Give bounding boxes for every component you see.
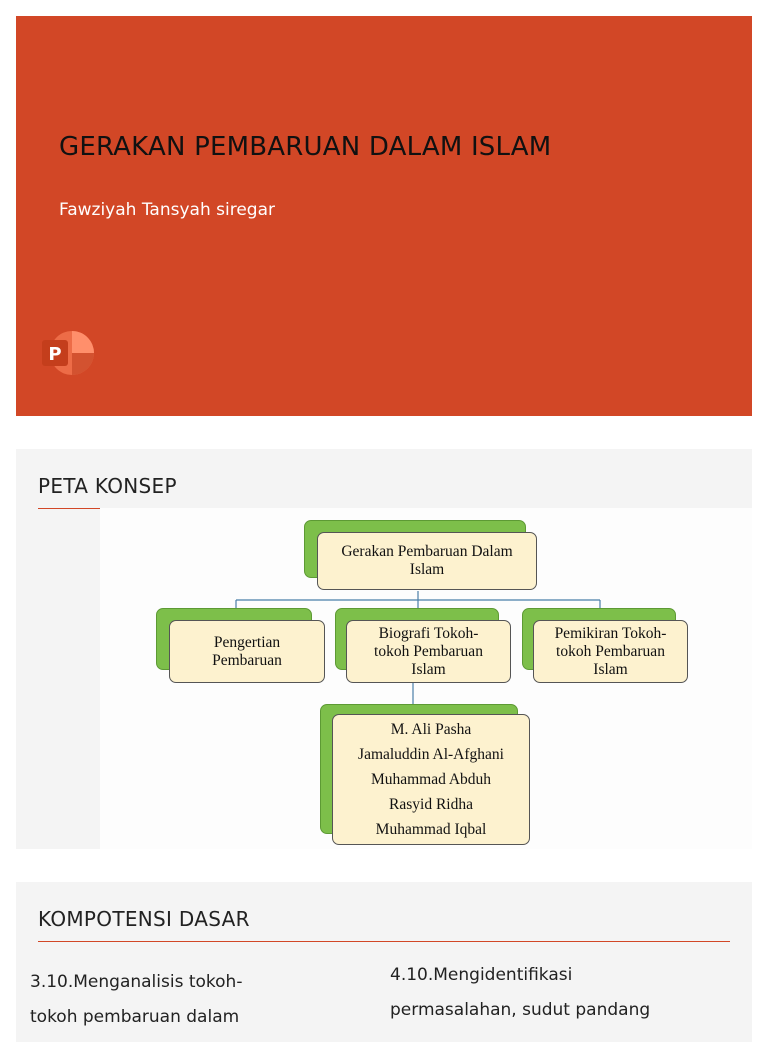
competence-text-line: 3.10.Menganalisis tokoh- [30, 972, 243, 992]
figure-name: Jamaluddin Al-Afghani [358, 746, 504, 763]
figure-name: Muhammad Abduh [370, 771, 492, 788]
node-root-line: Gerakan Pembaruan Dalam [341, 543, 513, 560]
competence-text-line: permasalahan, sudut pandang [390, 1000, 651, 1020]
node-root-line: Islam [409, 561, 445, 578]
node-root [304, 520, 540, 592]
node-figures [320, 704, 532, 848]
node-line: Islam [411, 660, 446, 678]
competence-right-column [390, 958, 720, 1028]
powerpoint-icon-letter: P [48, 344, 62, 365]
node-line: tokoh Pembaruan [556, 642, 665, 660]
competence-text-line: 4.10.Mengidentifikasi [390, 965, 573, 985]
figure-name: M. Ali Pasha [390, 721, 472, 738]
concept-map-diagram [100, 508, 752, 849]
slide-heading: KOMPOTENSI DASAR [38, 907, 250, 931]
figure-name: Muhammad Iqbal [375, 821, 487, 838]
heading-underline [38, 508, 100, 509]
figure-name: Rasyid Ridha [389, 796, 473, 813]
basic-competence-slide[interactable] [16, 882, 752, 1042]
title-slide[interactable] [16, 16, 752, 416]
node-definition [156, 608, 326, 684]
concept-map-slide[interactable] [16, 449, 752, 849]
slide-heading: PETA KONSEP [38, 474, 177, 498]
node-biography [335, 608, 513, 684]
node-line: Biografi Tokoh- [378, 624, 479, 642]
competence-text-line: tokoh pembaruan dalam [30, 1007, 240, 1027]
node-line: Pembaruan [212, 651, 282, 669]
node-line: Pengertian [213, 633, 281, 651]
node-thought [522, 608, 690, 684]
heading-rule [38, 941, 730, 942]
node-line: Pemikiran Tokoh- [554, 624, 667, 642]
node-line: tokoh Pembaruan [374, 642, 483, 660]
node-line: Islam [593, 660, 628, 678]
powerpoint-icon [40, 329, 96, 377]
competence-left-column [30, 965, 360, 1035]
presentation-title: GERAKAN PEMBARUAN DALAM ISLAM [59, 132, 552, 162]
presentation-author: Fawziyah Tansyah siregar [59, 200, 275, 220]
